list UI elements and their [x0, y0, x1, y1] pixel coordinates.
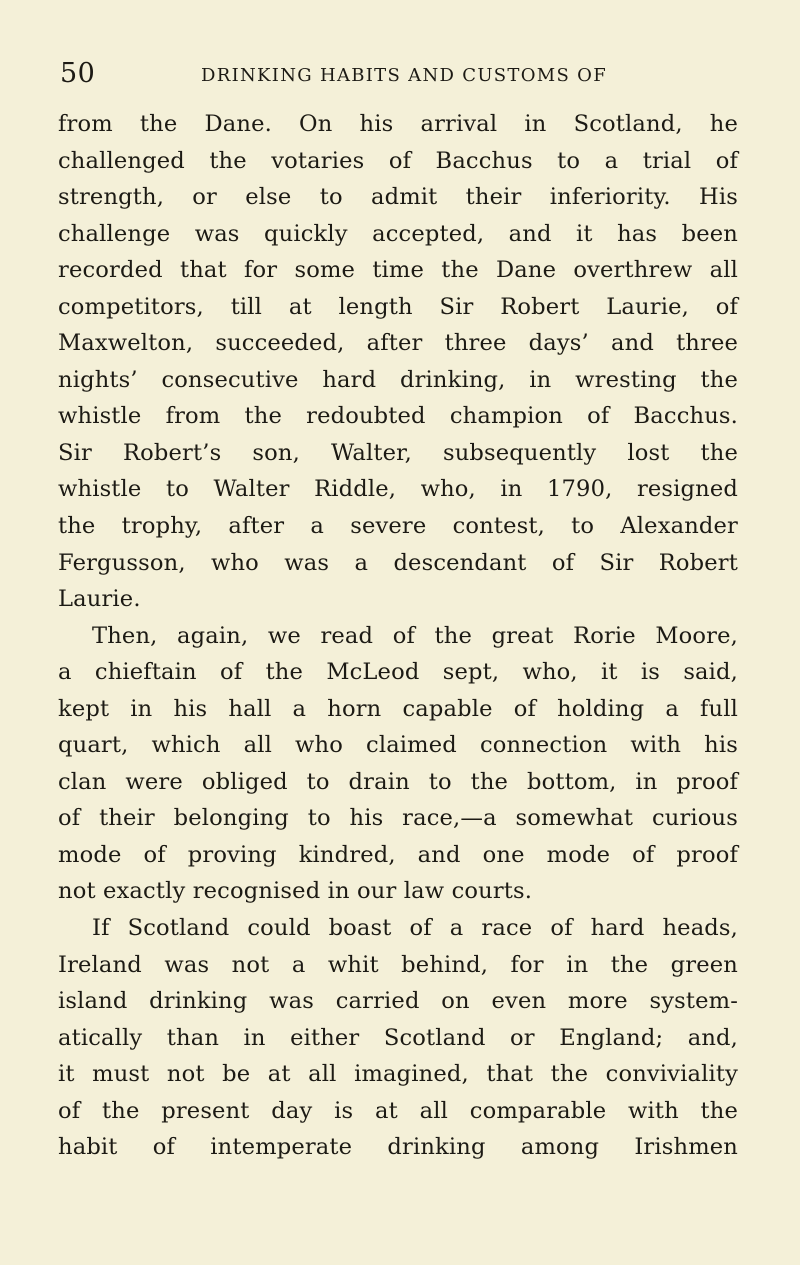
page-number: 50: [60, 58, 96, 89]
text-line: Sir Robert’s son, Walter, subsequently lost the: [58, 439, 738, 466]
body-text: [58, 106, 738, 1166]
text-line: Maxwelton, succeeded, after three days’ and three: [58, 330, 738, 357]
text-line: recorded that for some time the Dane overthrew all: [58, 257, 738, 284]
text-line: habit of intemperate drinking among Irishmen: [58, 1134, 738, 1161]
text-line: a chieftain of the McLeod sept, who, it is said,: [58, 659, 738, 686]
text-line: Ireland was not a whit behind, for in the green: [58, 951, 738, 978]
text-line: island drinking was carried on even more system-: [58, 988, 738, 1015]
text-line: whistle from the redoubted champion of Bacchus.: [58, 403, 738, 430]
text-line: Fergusson, who was a descendant of Sir Robert: [58, 549, 738, 576]
text-line: of the present day is at all comparable with the: [58, 1097, 738, 1124]
text-line: quart, which all who claimed connection with his: [58, 732, 738, 759]
text-line: strength, or else to admit their inferiority. His: [58, 184, 738, 211]
text-line: it must not be at all imagined, that the conviviality: [58, 1061, 738, 1088]
text-line: challenge was quickly accepted, and it has been: [58, 220, 738, 247]
text-line: kept in his hall a horn capable of holding a full: [58, 695, 738, 722]
text-line: whistle to Walter Riddle, who, in 1790, resigned: [58, 476, 738, 503]
text-line: Laurie.: [58, 586, 141, 613]
text-line: atically than in either Scotland or England; and,: [58, 1024, 738, 1051]
running-head: [60, 58, 720, 88]
text-line: Then, again, we read of the great Rorie Moore,: [92, 622, 738, 649]
text-line: challenged the votaries of Bacchus to a trial of: [58, 147, 738, 174]
text-line: nights’ consecutive hard drinking, in wresting the: [58, 366, 738, 393]
text-line: mode of proving kindred, and one mode of proof: [58, 841, 738, 868]
text-line: the trophy, after a severe contest, to Alexander: [58, 513, 738, 540]
running-title: DRINKING HABITS AND CUSTOMS OF: [201, 65, 608, 86]
text-line: clan were obliged to drain to the bottom, in proof: [58, 768, 738, 795]
text-line: competitors, till at length Sir Robert Laurie, of: [58, 293, 738, 320]
text-line: from the Dane. On his arrival in Scotland, he: [58, 111, 738, 137]
text-line: of their belonging to his race,—a somewhat curious: [58, 805, 738, 832]
text-line: not exactly recognised in our law courts.: [58, 878, 533, 905]
text-line: If Scotland could boast of a race of hard heads,: [92, 915, 738, 942]
